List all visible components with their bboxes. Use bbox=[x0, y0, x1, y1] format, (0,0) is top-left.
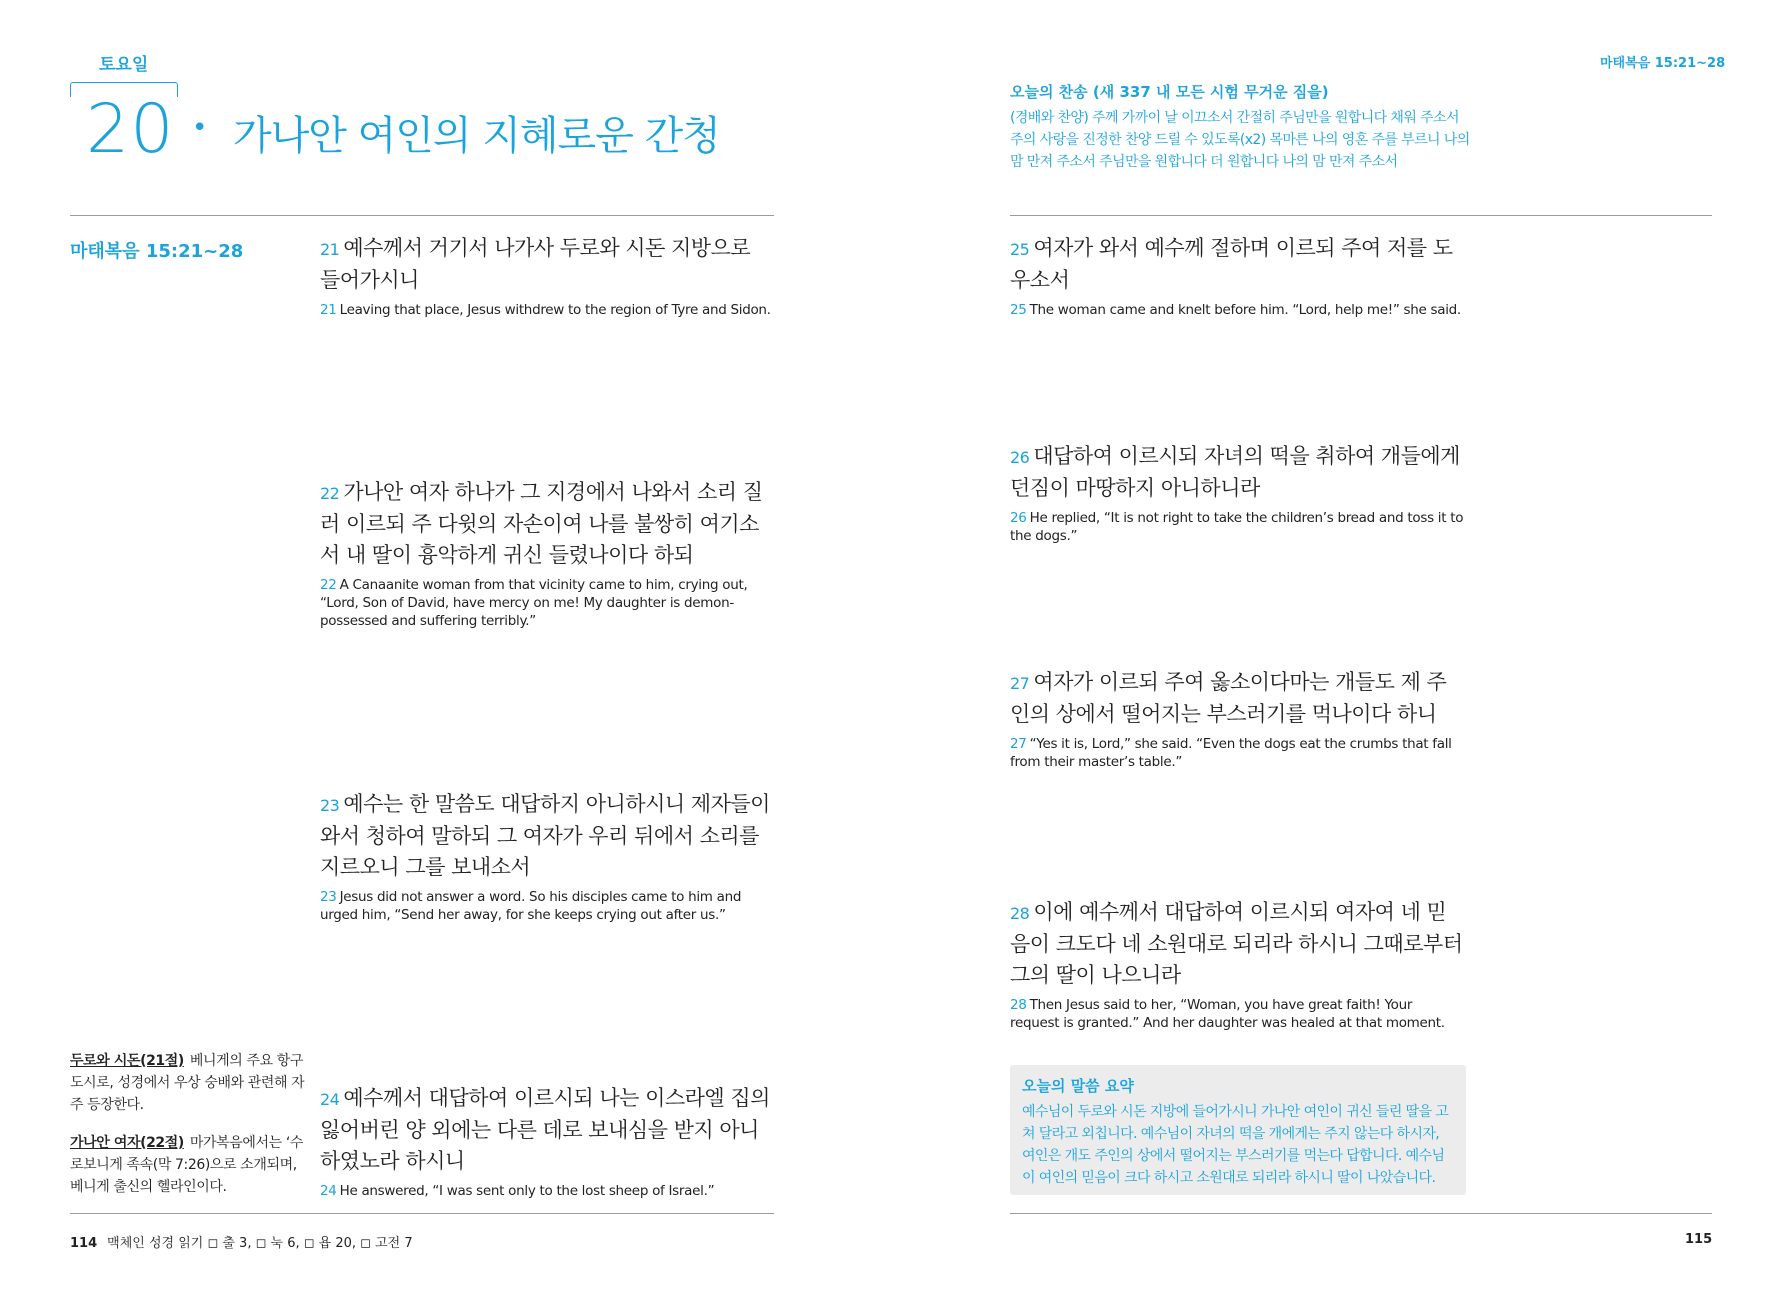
verse-english: Jesus did not answer a word. So his disciples came to him and urged him, “Send her away, for she keeps crying out after us.” bbox=[320, 889, 742, 923]
summary-title: 오늘의 말씀 요약 bbox=[1022, 1077, 1134, 1095]
verse-number: 24 bbox=[320, 1090, 340, 1109]
verse-english: He answered, “I was sent only to the lost sheep of Israel.” bbox=[339, 1183, 715, 1199]
title-bullet-icon: • bbox=[192, 113, 208, 143]
verse-korean: 여자가 와서 예수께 절하며 이르되 주여 저를 도우소서 bbox=[1010, 236, 1453, 292]
verse-korean: 가나안 여자 하나가 그 지경에서 나와서 소리 질러 이르되 주 다윗의 자손이여 나를 불쌍히 여기소서 내 딸이 흉악하게 귀신 들렸나이다 하되 bbox=[320, 480, 763, 567]
verse-28 bbox=[1010, 897, 1465, 1032]
header-divider-right bbox=[1010, 215, 1712, 216]
verse-korean: 이에 예수께서 대답하여 이르시되 여자여 네 믿음이 크도다 네 소원대로 되리라 하시니 그때로부터 그의 딸이 나으니라 bbox=[1010, 900, 1463, 987]
verse-english: Then Jesus said to her, “Woman, you have great faith! Your request is granted.” And her daughter was healed at that moment. bbox=[1010, 997, 1445, 1031]
page-number-left: 114 bbox=[70, 1236, 98, 1251]
footer-divider-right bbox=[1010, 1213, 1712, 1214]
summary-text: 예수님이 두로와 시돈 지방에 들어가시니 가나안 여인이 귀신 들린 딸을 고쳐 달라고 외칩니다. 예수님이 자녀의 떡을 개에게는 주지 않는다 하시자, 여인은 개도 주인의 상에서 떨어지는 부스러기를 먹는다 답합니다. 예수님이 여인의 믿음이 크다 하시고 소원대로 되리라 하시니 딸이 나았습니다. bbox=[1022, 1104, 1449, 1186]
lesson-title: 가나안 여인의 지혜로운 간청 bbox=[233, 113, 720, 159]
verse-korean: 여자가 이르되 주여 옳소이다마는 개들도 제 주인의 상에서 떨어지는 부스러기를 먹나이다 하니 bbox=[1010, 670, 1447, 726]
verse-korean: 예수께서 거기서 나가사 두로와 시돈 지방으로 들어가시니 bbox=[320, 236, 751, 292]
verse-english: “Yes it is, Lord,” she said. “Even the dogs eat the crumbs that fall from their master’s table.” bbox=[1010, 736, 1452, 770]
day-label: 토요일 bbox=[99, 55, 149, 75]
footnote-tyre-sidon bbox=[70, 1050, 308, 1116]
verse-number: 22 bbox=[320, 577, 337, 593]
verse-number: 28 bbox=[1010, 904, 1030, 923]
hymn-title: 오늘의 찬송 (새 337 내 모든 시험 무거운 짐을) bbox=[1010, 83, 1329, 101]
verse-24 bbox=[320, 1083, 775, 1200]
passage-reference: 마태복음 15:21~28 bbox=[70, 241, 244, 262]
page-number-right: 115 bbox=[1685, 1232, 1713, 1247]
verse-number: 25 bbox=[1010, 302, 1027, 318]
reading-plan: 맥체인 성경 읽기 ◻ 출 3, ◻ 눅 6, ◻ 욥 20, ◻ 고전 7 bbox=[107, 1236, 413, 1251]
verse-22 bbox=[320, 477, 775, 630]
verse-english: He replied, “It is not right to take the children’s bread and toss it to the dogs.” bbox=[1010, 510, 1464, 544]
verse-english: A Canaanite woman from that vicinity came to him, crying out, “Lord, Son of David, have mercy on me! My daughter is demon-possessed and suffering terribly.” bbox=[320, 577, 748, 629]
verse-25 bbox=[1010, 233, 1465, 319]
footnote-text: 마가복음에서는 ‘수로보니게 족속(막 7:26)으로 소개되며, 베니게 출신의 헬라인이다. bbox=[70, 1135, 303, 1195]
verse-english: The woman came and knelt before him. “Lord, help me!” she said. bbox=[1029, 302, 1461, 318]
footer-divider-left bbox=[70, 1213, 774, 1214]
verse-23 bbox=[320, 789, 775, 924]
summary-box bbox=[1010, 1065, 1466, 1195]
footnote-term: 두로와 시돈(21절) bbox=[70, 1053, 184, 1069]
verse-number: 23 bbox=[320, 796, 340, 815]
hymn-lyrics: (경배와 찬양) 주께 가까이 날 이끄소서 간절히 주님만을 원합니다 채워 주소서 주의 사랑을 진정한 찬양 드릴 수 있도록(x2) 목마른 나의 영혼 주를 부르니 나의 맘 만져 주소서 주님만을 원합니다 더 원합니다 나의 맘 만져 주소서 bbox=[1010, 110, 1470, 170]
verse-number: 26 bbox=[1010, 448, 1030, 467]
verse-number: 22 bbox=[320, 484, 340, 503]
verse-number: 27 bbox=[1010, 674, 1030, 693]
footer-left bbox=[70, 1232, 413, 1251]
verse-number: 26 bbox=[1010, 510, 1027, 526]
verse-26 bbox=[1010, 441, 1465, 545]
verse-number: 28 bbox=[1010, 997, 1027, 1013]
running-header-reference: 마태복음 15:21~28 bbox=[1600, 56, 1726, 71]
verse-number: 21 bbox=[320, 302, 337, 318]
verse-korean: 예수께서 대답하여 이르시되 나는 이스라엘 집의 잃어버린 양 외에는 다른 데로 보내심을 받지 아니하였노라 하시니 bbox=[320, 1086, 770, 1173]
verse-korean: 예수는 한 말씀도 대답하지 아니하시니 제자들이 와서 청하여 말하되 그 여자가 우리 뒤에서 소리를 지르오니 그를 보내소서 bbox=[320, 792, 770, 879]
header-divider-left bbox=[70, 215, 774, 216]
footnote-term: 가나안 여자(22절) bbox=[70, 1135, 184, 1151]
verse-english: Leaving that place, Jesus withdrew to the region of Tyre and Sidon. bbox=[339, 302, 771, 318]
footnote-text: 베니게의 주요 항구 도시로, 성경에서 우상 숭배와 관련해 자주 등장한다. bbox=[70, 1053, 305, 1113]
verse-21 bbox=[320, 233, 775, 319]
footnote-canaanite-woman bbox=[70, 1132, 308, 1198]
verse-number: 23 bbox=[320, 889, 337, 905]
day-number: 20 bbox=[86, 90, 175, 169]
verse-number: 27 bbox=[1010, 736, 1027, 752]
verse-number: 21 bbox=[320, 240, 340, 259]
verse-27 bbox=[1010, 667, 1465, 771]
verse-number: 24 bbox=[320, 1183, 337, 1199]
verse-korean: 대답하여 이르시되 자녀의 떡을 취하여 개들에게 던짐이 마땅하지 아니하니라 bbox=[1010, 444, 1460, 500]
verse-number: 25 bbox=[1010, 240, 1030, 259]
